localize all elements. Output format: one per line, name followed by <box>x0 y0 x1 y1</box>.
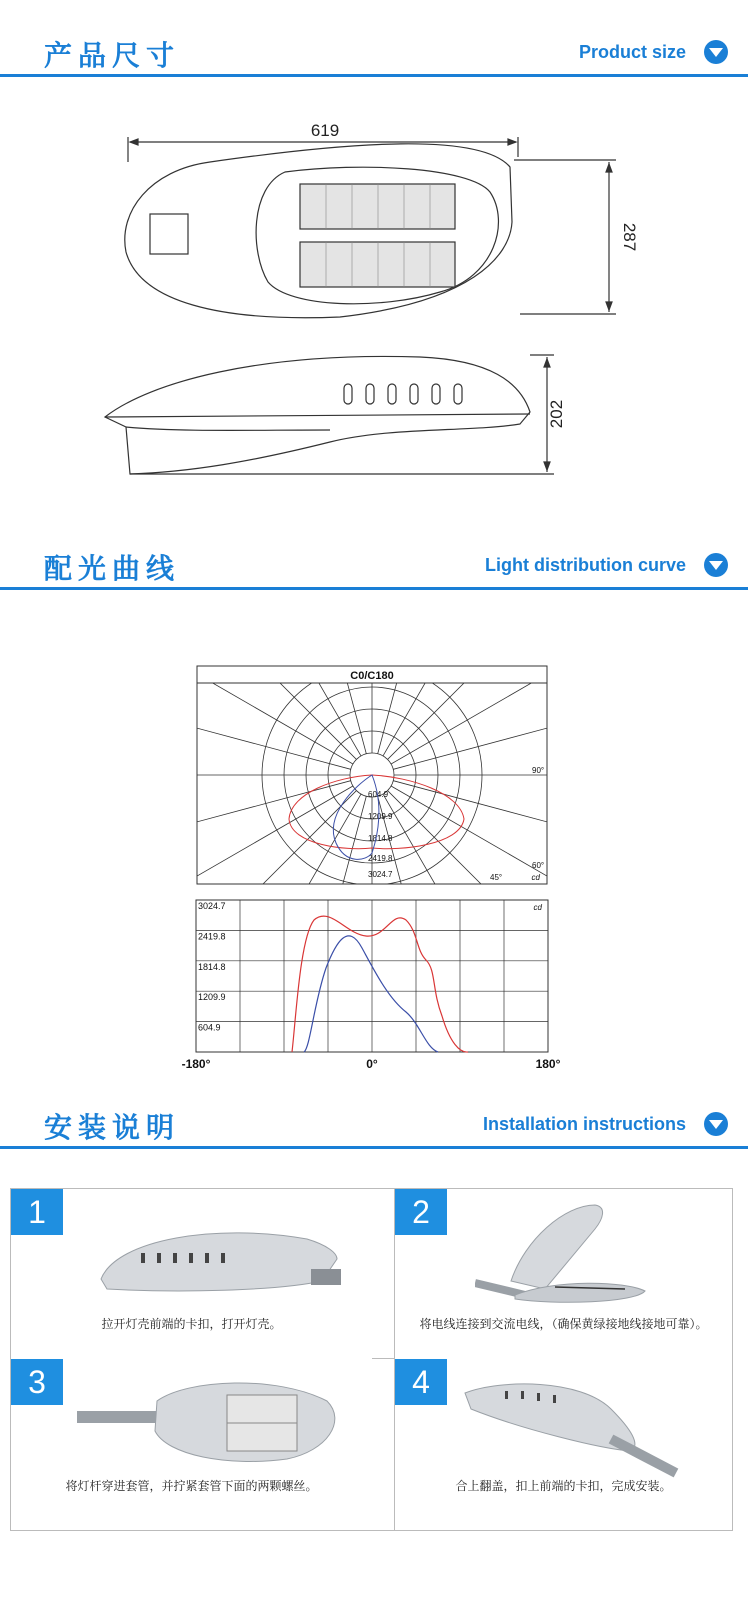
polar-ring-label: 1814.8 <box>368 834 393 843</box>
linear-y-tick-label: 1814.8 <box>198 961 226 972</box>
step-caption: 将灯杆穿进套管，并拧紧套管下面的两颗螺丝。 <box>65 1479 318 1493</box>
section-divider <box>0 587 748 590</box>
step-number: 4 <box>395 1359 447 1405</box>
product-dimension-drawing <box>90 112 650 492</box>
polar-title: C0/C180 <box>350 670 394 682</box>
linear-unit: cd <box>533 903 542 912</box>
x-label-zero: 0° <box>366 1057 378 1071</box>
x-label-max: 180° <box>535 1057 561 1071</box>
linear-y-tick-label: 1209.9 <box>198 992 226 1003</box>
step-caption: 拉开灯壳前端的卡扣，打开灯壳。 <box>101 1317 282 1331</box>
section-header-product-size <box>0 30 748 78</box>
dimension-width: 287 <box>620 222 639 252</box>
step-caption: 将电线连接到交流电线，（确保黄绿接地线接地可靠）。 <box>419 1317 708 1331</box>
polar-ring-label: 2419.8 <box>368 854 393 863</box>
polar-angle-45: 45° <box>490 873 503 882</box>
polar-ring-label: 3024.7 <box>368 870 393 879</box>
step-number: 3 <box>11 1359 63 1405</box>
polar-ring-label: 1209.9 <box>368 812 393 821</box>
step-number: 1 <box>11 1189 63 1235</box>
dimension-height: 202 <box>547 399 566 429</box>
section-header-installation <box>0 1102 748 1150</box>
section-title-en: Light distribution curve <box>485 555 686 575</box>
chevron-down-icon <box>704 1112 728 1136</box>
linear-distribution-chart <box>180 898 580 1078</box>
step-number: 2 <box>395 1189 447 1235</box>
polar-unit: cd <box>531 873 540 882</box>
section-header-light-distribution <box>0 543 748 591</box>
section-divider <box>0 1146 748 1149</box>
side-view <box>105 355 554 474</box>
polar-angle-60: 60° <box>532 861 545 870</box>
linear-y-tick-label: 604.9 <box>198 1022 221 1033</box>
polar-distribution-chart <box>196 665 548 885</box>
linear-y-tick-label: 2419.8 <box>198 931 226 942</box>
dimension-length: 619 <box>310 121 340 140</box>
top-view <box>125 137 616 318</box>
linear-y-tick-label: 3024.7 <box>198 901 226 911</box>
x-label-min: -180° <box>181 1057 211 1071</box>
chevron-down-icon <box>704 40 728 64</box>
installation-steps-frame <box>10 1188 733 1531</box>
section-title-cn: 配光曲线 <box>44 552 181 585</box>
section-title-cn: 产品尺寸 <box>44 39 181 72</box>
polar-ring-label: 604.9 <box>368 790 389 799</box>
polar-angle-90: 90° <box>532 766 545 775</box>
section-title-en: Installation instructions <box>482 1114 686 1134</box>
section-title-en: Product size <box>578 42 686 62</box>
section-divider <box>0 74 748 77</box>
section-title-cn: 安装说明 <box>44 1111 181 1144</box>
step-caption: 合上翻盖，扣上前端的卡扣，完成安装。 <box>455 1479 672 1493</box>
chevron-down-icon <box>704 553 728 577</box>
